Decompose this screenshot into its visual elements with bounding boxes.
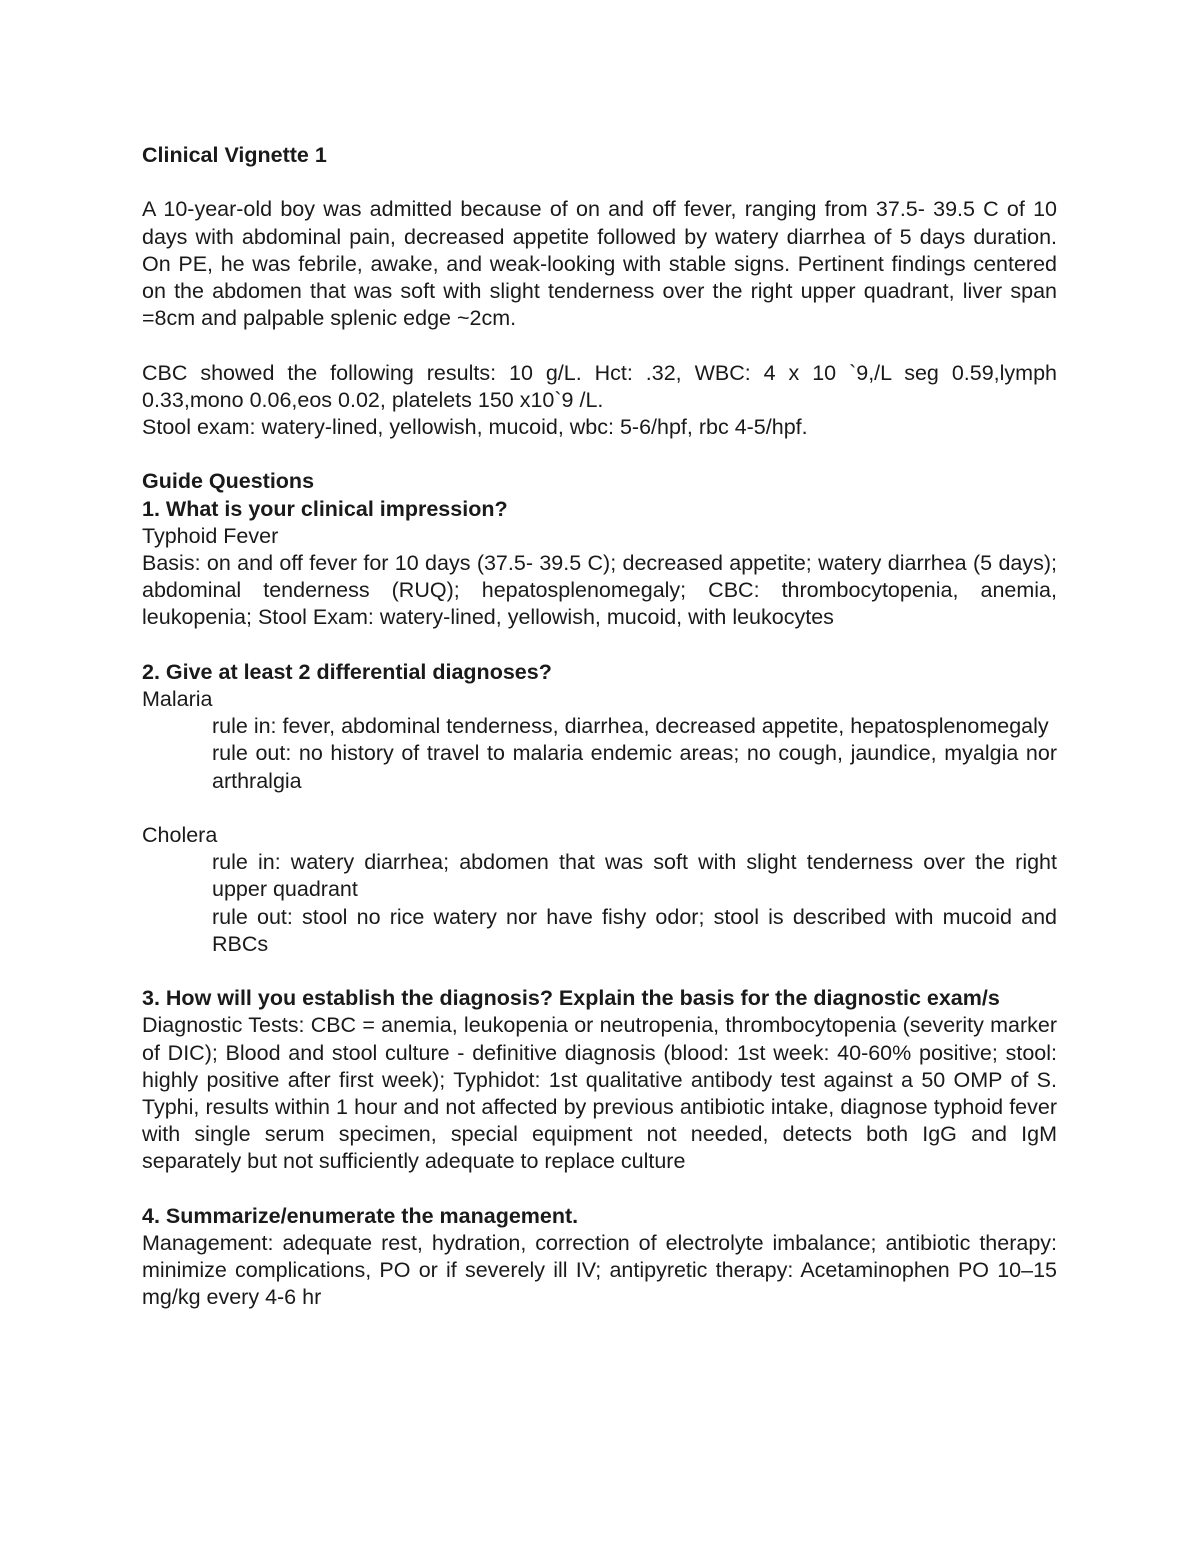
question-1: 1. What is your clinical impression? [142, 496, 508, 521]
question-2: 2. Give at least 2 differential diagnoses? [142, 659, 552, 684]
dx2-name: Cholera [142, 823, 218, 847]
q4-answer: Management: adequate rest, hydration, correction of electrolyte imbalance; antibiotic therapy: minimize complications, PO or if severely ill IV; antipyretic therapy: Acetaminophen PO 10–15 mg/kg every 4-6 hr [142, 1231, 1057, 1310]
case-paragraph: A 10-year-old boy was admitted because of on and off fever, ranging from 37.5- 39.5 C of 10 days with abdominal pain, decreased appetite followed by watery diarrhea of 5 days duration. On PE, he was febrile, awake, and weak-looking with stable signs. Pertinent findings centered on the abdomen that was soft with slight tenderness over the right upper quadrant, liver span =8cm and palpable splenic edge ~2cm. [142, 197, 1057, 331]
dx2-rule-out: rule out: stool no rice watery nor have fishy odor; stool is described with mucoid and RBCs [212, 904, 1057, 956]
document-page [142, 142, 1057, 1312]
question-3: 3. How will you establish the diagnosis? Explain the basis for the diagnostic exam/s [142, 986, 1000, 1011]
spacer [142, 1176, 1057, 1203]
dx1-rule-in: rule in: fever, abdominal tenderness, diarrhea, decreased appetite, hepatosplenomegaly [212, 714, 1049, 739]
stool-line: Stool exam: watery-lined, yellowish, mucoid, wbc: 5-6/hpf, rbc 4-5/hpf. [142, 415, 808, 439]
dx2-rule-in: rule in: watery diarrhea; abdomen that was soft with slight tenderness over the right upper quadrant [212, 850, 1057, 902]
cbc-paragraph: CBC showed the following results: 10 g/L. Hct: .32, WBC: 4 x 10 `9,/L seg 0.59,lymph 0.33,mono 0.06,eos 0.02, platelets 150 x10`9 /L. [142, 360, 1057, 412]
spacer [142, 169, 1057, 196]
q3-answer: Diagnostic Tests: CBC = anemia, leukopenia or neutropenia, thrombocytopenia (severity marker of DIC); Blood and stool culture - definitive diagnosis (blood: 1st week: 40-60% positive; stool: highly positive after first week); Typhidot: 1st qualitative antibody test against a 50 OMP of S. Typhi, results within 1 hour and not affected by previous antibiotic intake, diagnose typhoid fever with single serum specimen, special equipment not needed, detects both IgG and IgM separately but not sufficiently adequate to replace culture [142, 1013, 1057, 1174]
q1-answer: Typhoid Fever [142, 523, 279, 548]
spacer [142, 632, 1057, 659]
spacer [142, 795, 1057, 822]
question-4: 4. Summarize/enumerate the management. [142, 1203, 579, 1228]
dx1-name: Malaria [142, 687, 213, 711]
q1-basis: Basis: on and off fever for 10 days (37.5- 39.5 C); decreased appetite; watery diarrhea (5 days); abdominal tenderness (RUQ); hepatosplenomegaly; CBC: thrombocytopenia, anemia, leukopenia; Stool Exam: watery-lined, yellowish, mucoid, with leukocytes [142, 551, 1057, 630]
guide-questions-heading: Guide Questions [142, 469, 315, 494]
spacer [142, 332, 1057, 359]
spacer [142, 958, 1057, 985]
document-title: Clinical Vignette 1 [142, 143, 327, 167]
spacer [142, 441, 1057, 468]
dx1-rule-out: rule out: no history of travel to malaria endemic areas; no cough, jaundice, myalgia nor arthralgia [212, 741, 1057, 793]
